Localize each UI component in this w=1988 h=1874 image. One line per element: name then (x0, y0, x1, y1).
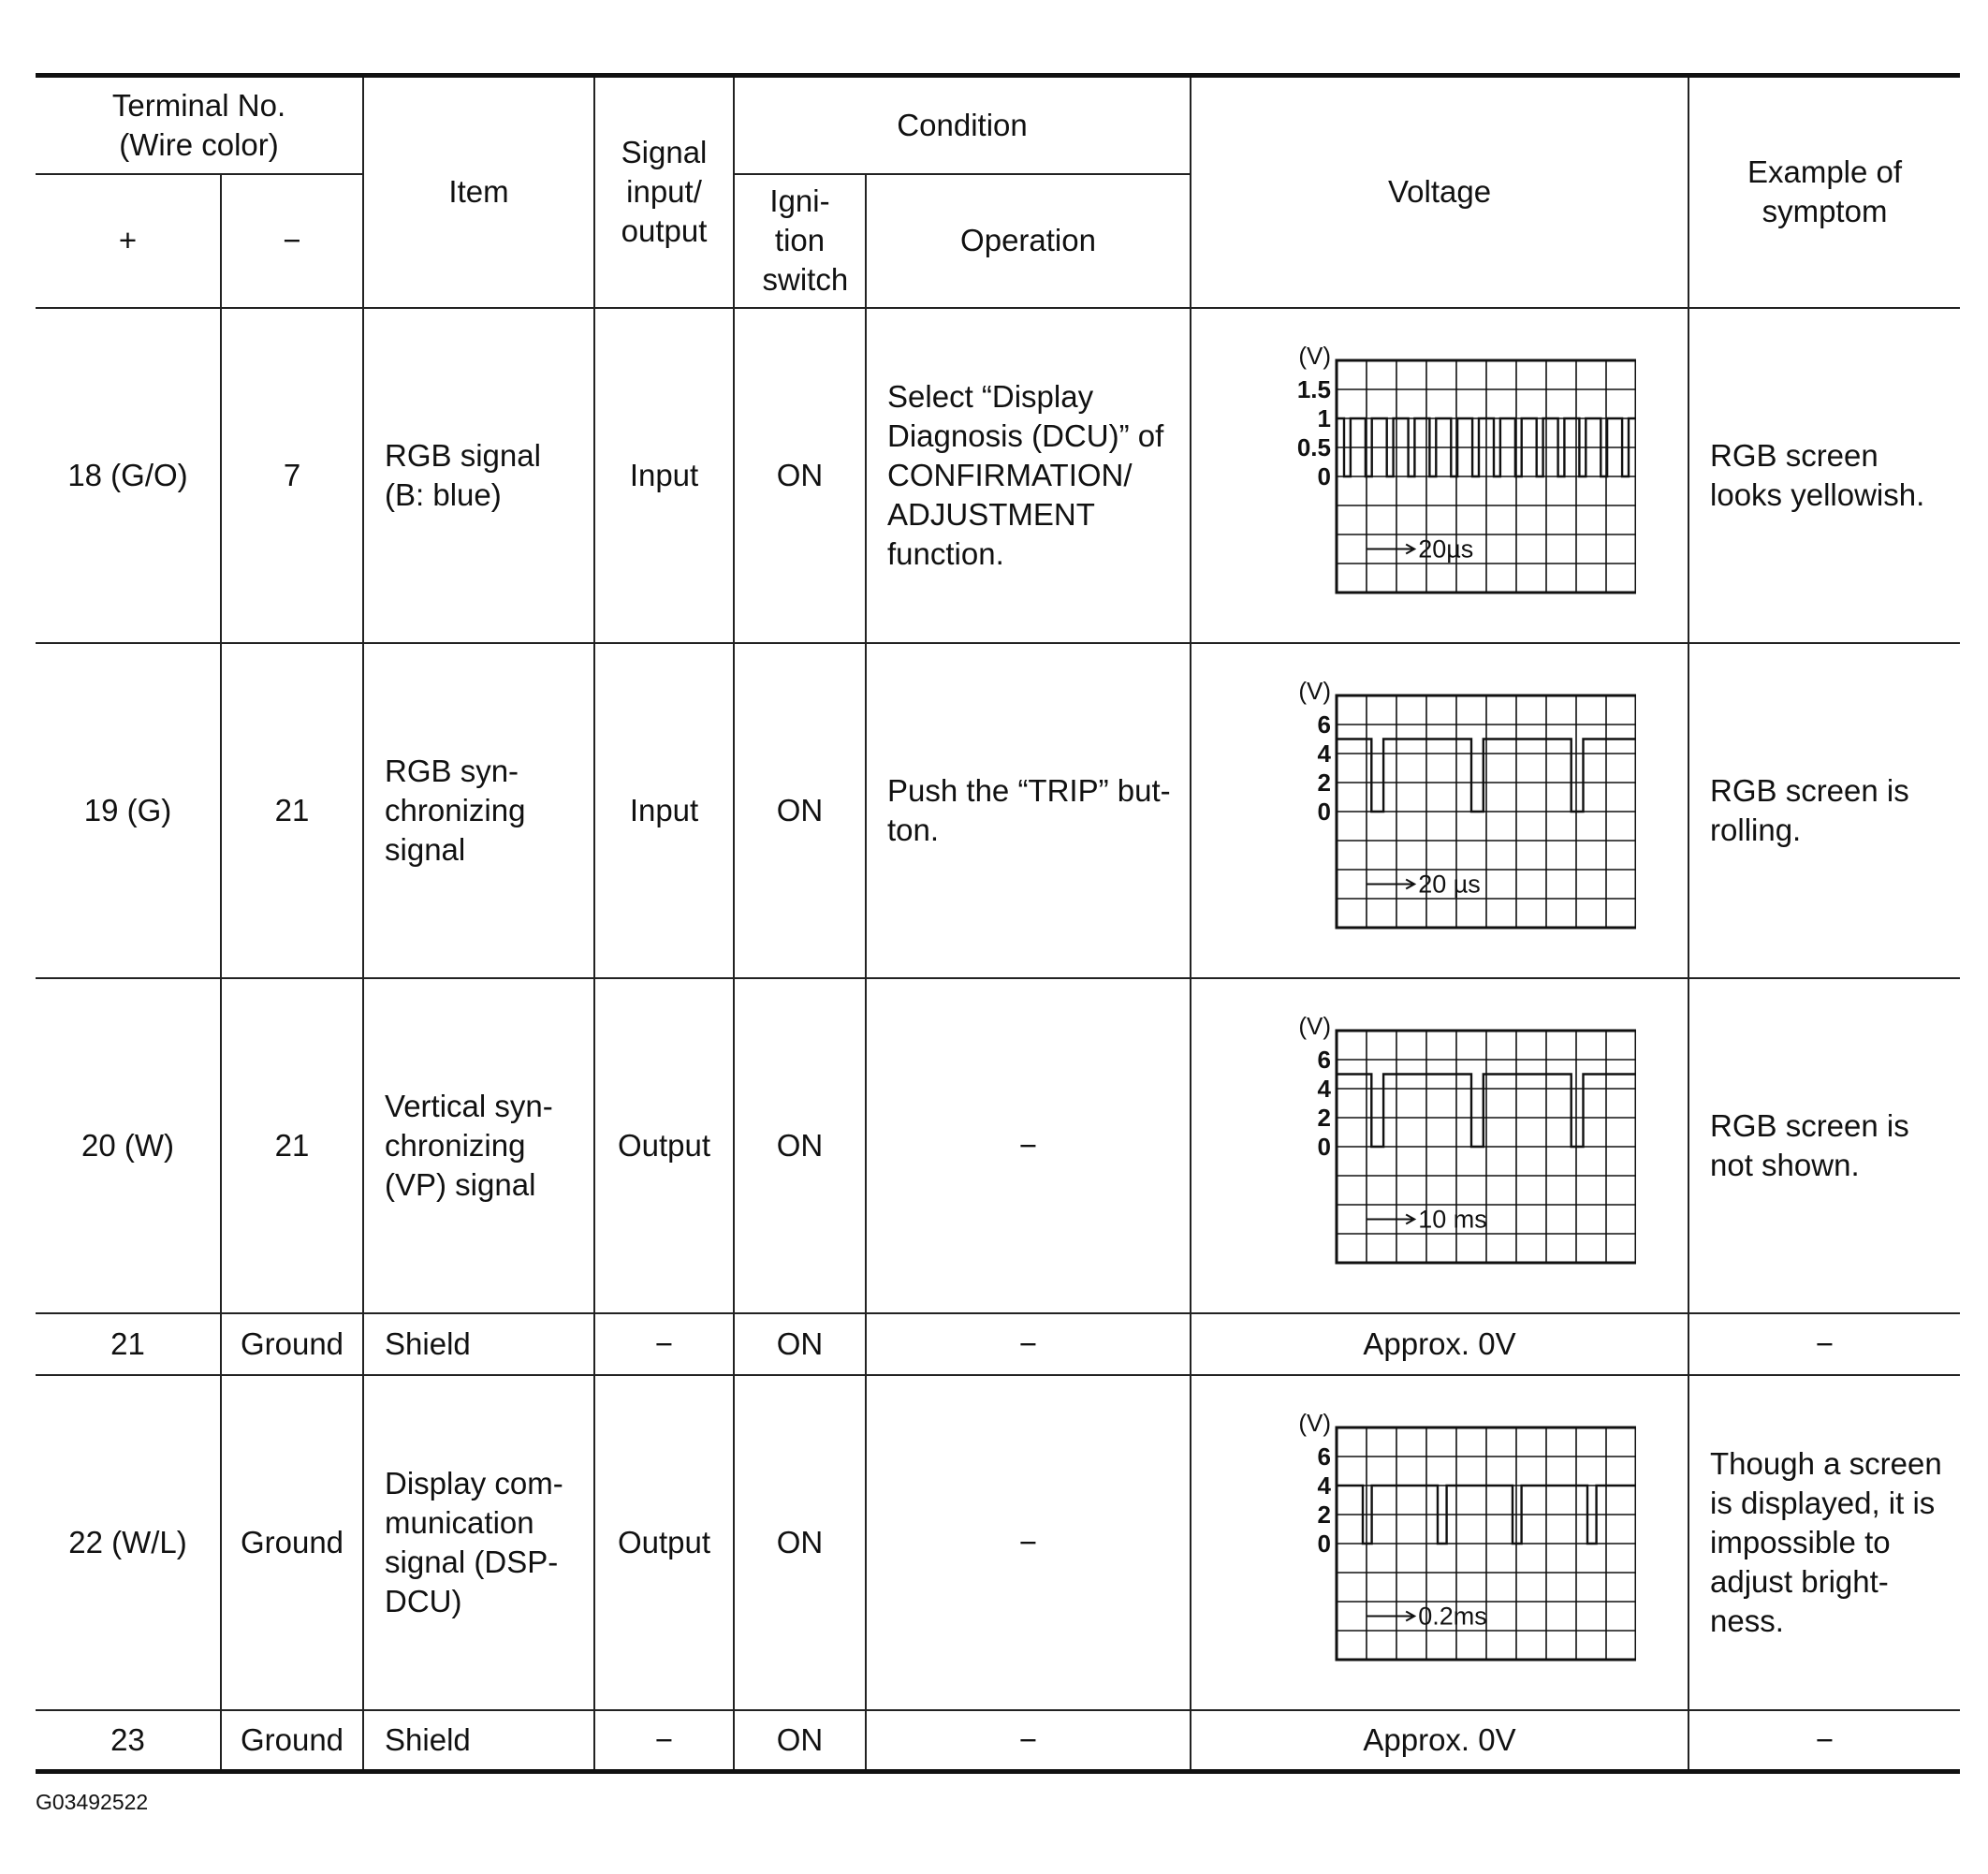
signal-io-cell: Output (594, 1375, 734, 1710)
table-row (36, 1375, 1960, 1710)
minus-terminal-cell: Ground (221, 1313, 363, 1375)
minus-terminal-cell: 7 (221, 308, 363, 643)
voltage-cell: Approx. 0V (1191, 1710, 1688, 1772)
ignition-cell: ON (734, 978, 866, 1313)
operation-cell: − (866, 1375, 1191, 1710)
voltage-tick-label: 0 (1317, 1529, 1332, 1558)
table-row (36, 1710, 1960, 1772)
figure-code: G03492522 (36, 1790, 149, 1814)
time-scale-label: 20 µs (1418, 870, 1481, 898)
ignition-cell: ON (734, 1710, 866, 1772)
ignition-cell: ON (734, 1313, 866, 1375)
signal-io-cell: Input (594, 308, 734, 643)
item-cell: Display com- munication signal (DSP-DCU) (363, 1375, 594, 1710)
operation-header: Operation (866, 174, 1191, 308)
signal-io-cell: Input (594, 643, 734, 978)
oscilloscope-waveform (1243, 675, 1636, 946)
item-header: Item (363, 76, 594, 308)
voltage-unit-label: (V) (1298, 676, 1332, 705)
voltage-unit-label: (V) (1298, 1011, 1332, 1040)
voltage-tick-label: 4 (1317, 1471, 1332, 1500)
item-cell: Shield (363, 1710, 594, 1772)
symptom-header (1688, 76, 1960, 308)
signal-io-cell: Output (594, 978, 734, 1313)
voltage-cell (1191, 978, 1688, 1313)
voltage-tick-label: 0 (1317, 1132, 1332, 1161)
signal-io-header (594, 76, 734, 308)
terminal-spec-table (36, 73, 1960, 1774)
plus-terminal-header: + (36, 174, 221, 308)
item-cell: RGB signal (B: blue) (363, 308, 594, 643)
operation-cell: Select “Display Diagnosis (DCU)” of CONFIRMATION/ ADJUSTMENT function. (866, 308, 1191, 643)
table-row (36, 1313, 1960, 1375)
voltage-tick-label: 2 (1317, 768, 1332, 797)
voltage-tick-label: 6 (1317, 1045, 1332, 1074)
voltage-header: Voltage (1191, 76, 1688, 308)
plus-terminal-cell: 22 (W/L) (36, 1375, 221, 1710)
voltage-unit-label: (V) (1298, 341, 1332, 370)
minus-terminal-cell: 21 (221, 978, 363, 1313)
minus-terminal-header: − (221, 174, 363, 308)
voltage-cell (1191, 1375, 1688, 1710)
voltage-tick-label: 1 (1317, 403, 1332, 432)
terminal-no-label: Terminal No. (111, 87, 286, 123)
wire-color-label: (Wire color) (119, 126, 279, 162)
item-cell: Vertical syn- chronizing (VP) signal (363, 978, 594, 1313)
terminal-no-header (36, 76, 363, 174)
plus-terminal-cell: 18 (G/O) (36, 308, 221, 643)
table-row (36, 308, 1960, 643)
plus-terminal-cell: 19 (G) (36, 643, 221, 978)
operation-cell: Push the “TRIP” but- ton. (866, 643, 1191, 978)
symptom-header-label: Example of symptom (1747, 154, 1903, 229)
voltage-cell (1191, 643, 1688, 978)
voltage-tick-label: 0 (1317, 797, 1332, 826)
oscilloscope-waveform (1243, 1010, 1636, 1281)
symptom-cell: RGB screen is not shown. (1688, 978, 1960, 1313)
ignition-switch-header (734, 174, 866, 308)
time-scale-label: 20µs (1418, 534, 1474, 563)
plus-terminal-cell: 20 (W) (36, 978, 221, 1313)
minus-terminal-cell: Ground (221, 1375, 363, 1710)
voltage-cell: Approx. 0V (1191, 1313, 1688, 1375)
oscilloscope-waveform (1243, 340, 1636, 611)
voltage-cell (1191, 308, 1688, 643)
item-cell: Shield (363, 1313, 594, 1375)
operation-cell: − (866, 1710, 1191, 1772)
voltage-tick-label: 0 (1317, 461, 1332, 490)
voltage-tick-label: 6 (1317, 1442, 1332, 1471)
ignition-cell: ON (734, 308, 866, 643)
voltage-tick-label: 1.5 (1296, 374, 1332, 403)
symptom-cell: − (1688, 1313, 1960, 1375)
symptom-cell: RGB screen looks yellowish. (1688, 308, 1960, 643)
plus-terminal-cell: 21 (36, 1313, 221, 1375)
table-row (36, 978, 1960, 1313)
header-row-top (36, 76, 1960, 174)
minus-terminal-cell: 21 (221, 643, 363, 978)
minus-terminal-cell: Ground (221, 1710, 363, 1772)
ignition-switch-label: Igni- tion switch (762, 183, 849, 297)
symptom-cell: RGB screen is rolling. (1688, 643, 1960, 978)
voltage-unit-label: (V) (1298, 1408, 1332, 1437)
signal-io-cell: − (594, 1313, 734, 1375)
table-row (36, 643, 1960, 978)
voltage-tick-label: 4 (1317, 1074, 1332, 1103)
voltage-tick-label: 2 (1317, 1103, 1332, 1132)
ignition-cell: ON (734, 1375, 866, 1710)
signal-io-cell: − (594, 1710, 734, 1772)
time-scale-label: 10 ms (1418, 1205, 1487, 1233)
ignition-cell: ON (734, 643, 866, 978)
operation-cell: − (866, 978, 1191, 1313)
voltage-tick-label: 6 (1317, 710, 1332, 739)
symptom-cell: Though a screen is displayed, it is impossible to adjust bright- ness. (1688, 1375, 1960, 1710)
item-cell: RGB syn- chronizing signal (363, 643, 594, 978)
voltage-tick-label: 4 (1317, 739, 1332, 768)
oscilloscope-waveform (1243, 1407, 1636, 1678)
voltage-tick-label: 2 (1317, 1500, 1332, 1529)
signal-io-label: Signal input/ output (621, 135, 708, 249)
time-scale-label: 0.2ms (1418, 1602, 1487, 1630)
plus-terminal-cell: 23 (36, 1710, 221, 1772)
voltage-tick-label: 0.5 (1296, 432, 1332, 461)
condition-header: Condition (734, 76, 1191, 174)
operation-cell: − (866, 1313, 1191, 1375)
symptom-cell: − (1688, 1710, 1960, 1772)
